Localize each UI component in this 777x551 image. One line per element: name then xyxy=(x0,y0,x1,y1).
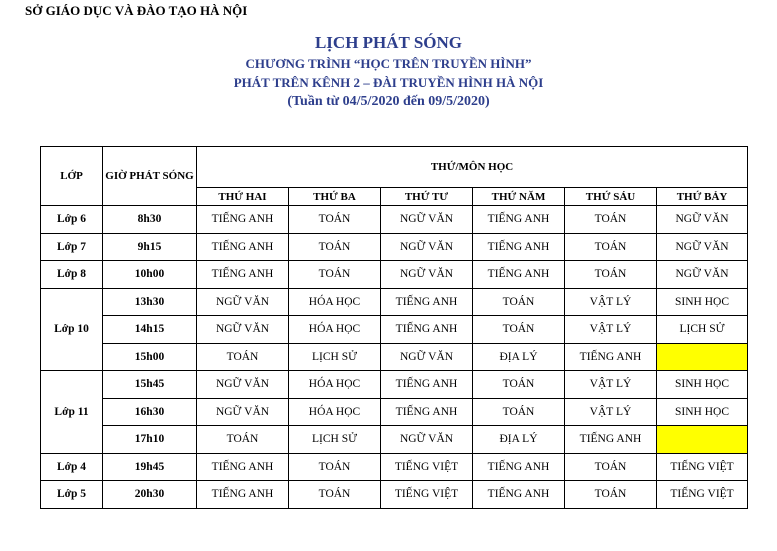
title-block xyxy=(0,32,777,112)
table-row xyxy=(41,453,748,481)
subject-cell: TOÁN xyxy=(565,453,657,481)
schedule-title: LỊCH PHÁT SÓNG xyxy=(314,33,463,52)
time-cell: 10h00 xyxy=(103,261,197,289)
subject-cell: TIẾNG ANH xyxy=(197,261,289,289)
time-cell: 19h45 xyxy=(103,453,197,481)
week-range: (Tuần từ 04/5/2020 đến 09/5/2020) xyxy=(287,94,490,109)
subject-cell: TOÁN xyxy=(289,453,381,481)
subject-cell: HÓA HỌC xyxy=(289,371,381,399)
time-cell: 15h00 xyxy=(103,343,197,371)
subject-cell: TIẾNG VIỆT xyxy=(381,453,473,481)
department-name: SỞ GIÁO DỤC VÀ ĐÀO TẠO HÀ NỘI xyxy=(25,3,248,18)
subject-cell: NGỮ VĂN xyxy=(381,233,473,261)
time-cell: 14h15 xyxy=(103,316,197,344)
grade-cell: Lớp 8 xyxy=(41,261,103,289)
subject-cell: TOÁN xyxy=(289,481,381,509)
grade-cell: Lớp 4 xyxy=(41,453,103,481)
subject-cell: SINH HỌC xyxy=(657,398,748,426)
subject-cell: TIẾNG ANH xyxy=(473,206,565,234)
subject-cell: LỊCH SỬ xyxy=(657,316,748,344)
table-row xyxy=(41,316,748,344)
subject-cell: TIẾNG ANH xyxy=(473,481,565,509)
subject-cell: TIẾNG ANH xyxy=(565,343,657,371)
table-row xyxy=(41,481,748,509)
table-row xyxy=(41,398,748,426)
subject-cell: NGỮ VĂN xyxy=(381,206,473,234)
subject-cell: ĐỊA LÝ xyxy=(473,343,565,371)
subject-cell: TOÁN xyxy=(289,233,381,261)
table-row xyxy=(41,261,748,289)
subject-cell: LỊCH SỬ xyxy=(289,426,381,454)
day-header: THỨ HAI xyxy=(197,188,289,206)
program-subtitle: CHƯƠNG TRÌNH “HỌC TRÊN TRUYỀN HÌNH” xyxy=(245,56,532,71)
time-cell: 8h30 xyxy=(103,206,197,234)
subject-cell: VẬT LÝ xyxy=(565,288,657,316)
subject-cell: TOÁN xyxy=(473,371,565,399)
day-header: THỨ BA xyxy=(289,188,381,206)
subject-cell: NGỮ VĂN xyxy=(197,371,289,399)
subject-cell: NGỮ VĂN xyxy=(657,233,748,261)
day-header: THỨ BẢY xyxy=(657,188,748,206)
subject-cell: TIẾNG ANH xyxy=(197,481,289,509)
table-row xyxy=(41,371,748,399)
day-header: THỨ NĂM xyxy=(473,188,565,206)
subject-cell: NGỮ VĂN xyxy=(381,261,473,289)
subject-cell: NGỮ VĂN xyxy=(657,261,748,289)
subject-cell: TIẾNG ANH xyxy=(473,233,565,261)
subject-cell: TIẾNG VIỆT xyxy=(657,453,748,481)
subjects-column-header: THỨ/MÔN HỌC xyxy=(197,147,748,188)
subject-cell: NGỮ VĂN xyxy=(197,288,289,316)
subject-cell: VẬT LÝ xyxy=(565,316,657,344)
subject-cell: TIẾNG ANH xyxy=(197,206,289,234)
time-cell: 16h30 xyxy=(103,398,197,426)
time-cell: 17h10 xyxy=(103,426,197,454)
subject-cell: TOÁN xyxy=(473,398,565,426)
table-row xyxy=(41,233,748,261)
grade-cell: Lớp 10 xyxy=(41,288,103,371)
subject-cell: TOÁN xyxy=(289,261,381,289)
time-column-header: GIỜ PHÁT SÓNG xyxy=(103,147,197,206)
subject-cell: TIẾNG ANH xyxy=(473,261,565,289)
subject-cell: HÓA HỌC xyxy=(289,288,381,316)
highlighted-empty-cell xyxy=(657,343,748,371)
subject-cell: NGỮ VĂN xyxy=(197,398,289,426)
subject-cell: NGỮ VĂN xyxy=(381,343,473,371)
subject-cell: TOÁN xyxy=(289,206,381,234)
subject-cell: TIẾNG ANH xyxy=(381,398,473,426)
subject-cell: HÓA HỌC xyxy=(289,398,381,426)
day-header: THỨ TƯ xyxy=(381,188,473,206)
subject-cell: TIẾNG ANH xyxy=(381,288,473,316)
subject-cell: TIẾNG ANH xyxy=(197,453,289,481)
subject-cell: TIẾNG VIỆT xyxy=(657,481,748,509)
subject-cell: SINH HỌC xyxy=(657,288,748,316)
day-header: THỨ SÁU xyxy=(565,188,657,206)
subject-cell: TOÁN xyxy=(565,261,657,289)
channel-subtitle: PHÁT TRÊN KÊNH 2 – ĐÀI TRUYỀN HÌNH HÀ NỘI xyxy=(233,75,544,90)
subject-cell: TOÁN xyxy=(473,316,565,344)
subject-cell: TOÁN xyxy=(565,233,657,261)
table-row xyxy=(41,288,748,316)
subject-cell: LỊCH SỬ xyxy=(289,343,381,371)
subject-cell: TOÁN xyxy=(197,343,289,371)
subject-cell: VẬT LÝ xyxy=(565,398,657,426)
subject-cell: ĐỊA LÝ xyxy=(473,426,565,454)
subject-cell: VẬT LÝ xyxy=(565,371,657,399)
grade-cell: Lớp 5 xyxy=(41,481,103,509)
subject-cell: TIẾNG ANH xyxy=(565,426,657,454)
subject-cell: TIẾNG ANH xyxy=(381,371,473,399)
time-cell: 13h30 xyxy=(103,288,197,316)
time-cell: 15h45 xyxy=(103,371,197,399)
table-row xyxy=(41,206,748,234)
broadcast-schedule-table xyxy=(40,146,748,509)
header-row-1 xyxy=(41,147,748,188)
subject-cell: TOÁN xyxy=(565,206,657,234)
subject-cell: NGỮ VĂN xyxy=(657,206,748,234)
table-row xyxy=(41,426,748,454)
grade-column-header: LỚP xyxy=(41,147,103,206)
grade-cell: Lớp 6 xyxy=(41,206,103,234)
subject-cell: NGỮ VĂN xyxy=(381,426,473,454)
subject-cell: TIẾNG ANH xyxy=(473,453,565,481)
grade-cell: Lớp 7 xyxy=(41,233,103,261)
subject-cell: TOÁN xyxy=(565,481,657,509)
subject-cell: TIẾNG ANH xyxy=(381,316,473,344)
subject-cell: TIẾNG VIỆT xyxy=(381,481,473,509)
highlighted-empty-cell xyxy=(657,426,748,454)
time-cell: 20h30 xyxy=(103,481,197,509)
subject-cell: TOÁN xyxy=(473,288,565,316)
table-row xyxy=(41,343,748,371)
time-cell: 9h15 xyxy=(103,233,197,261)
grade-cell: Lớp 11 xyxy=(41,371,103,454)
subject-cell: NGỮ VĂN xyxy=(197,316,289,344)
subject-cell: TIẾNG ANH xyxy=(197,233,289,261)
subject-cell: HÓA HỌC xyxy=(289,316,381,344)
subject-cell: TOÁN xyxy=(197,426,289,454)
subject-cell: SINH HỌC xyxy=(657,371,748,399)
